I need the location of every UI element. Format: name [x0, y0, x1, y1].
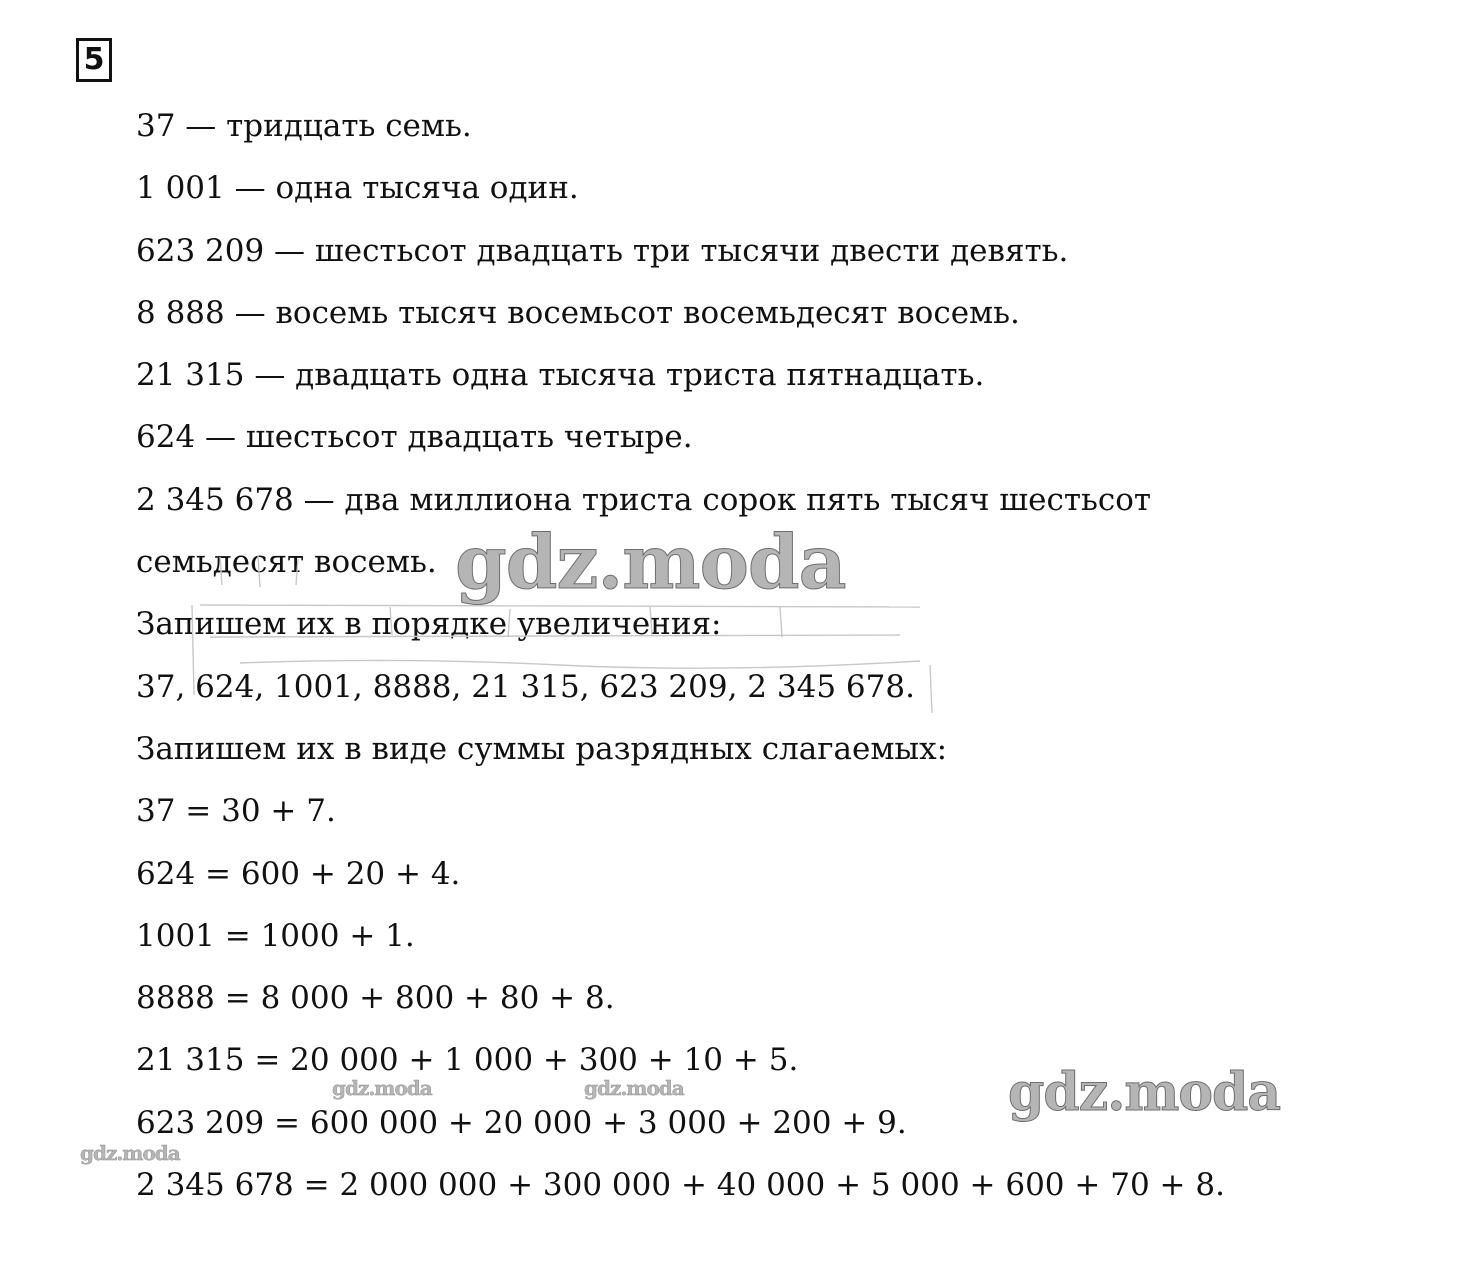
watermark-small: gdz.moda [584, 1076, 684, 1100]
watermark-right: gdz.moda [1008, 1062, 1281, 1123]
text-line: 21 315 — двадцать одна тысяча триста пятнадцать. [136, 357, 985, 394]
text-line: 623 209 = 600 000 + 20 000 + 3 000 + 200 + 9. [136, 1104, 907, 1141]
text-line: 37 — тридцать семь. [136, 108, 472, 144]
solution-text [136, 95, 1386, 1216]
text-line: 624 — шестьсот двадцать четыре. [136, 419, 693, 456]
text-line: 2 345 678 = 2 000 000 + 300 000 + 40 000 + 5 000 + 600 + 70 + 8. [136, 1167, 1225, 1204]
text-line: Запишем их в порядке увеличения: [136, 606, 722, 643]
text-line: 21 315 = 20 000 + 1 000 + 300 + 10 + 5. [136, 1042, 799, 1079]
text-line: Запишем их в виде суммы разрядных слагаемых: [136, 730, 948, 767]
watermark-large: gdz.moda [455, 520, 846, 606]
task-number: 5 [83, 42, 105, 77]
watermark-small: gdz.moda [80, 1141, 180, 1165]
text-line: 37, 624, 1001, 8888, 21 315, 623 209, 2 345 678. [136, 668, 915, 705]
text-line: 623 209 — шестьсот двадцать три тысячи двести девять. [136, 232, 1069, 269]
text-line: 2 345 678 — два миллиона триста сорок пять тысяч шестьсот [136, 481, 1152, 518]
text-line: 624 = 600 + 20 + 4. [136, 855, 461, 892]
text-line: семьдесят восемь. [136, 544, 437, 581]
text-line: 8888 = 8 000 + 800 + 80 + 8. [136, 980, 615, 1017]
task-number-box [76, 38, 112, 82]
text-line: 1 001 — одна тысяча один. [136, 170, 579, 207]
text-line: 37 = 30 + 7. [136, 793, 336, 830]
watermark-small: gdz.moda [332, 1076, 432, 1100]
text-line: 8 888 — восемь тысяч восемьсот восемьдесят восемь. [136, 294, 1020, 331]
text-line: 1001 = 1000 + 1. [136, 917, 415, 954]
